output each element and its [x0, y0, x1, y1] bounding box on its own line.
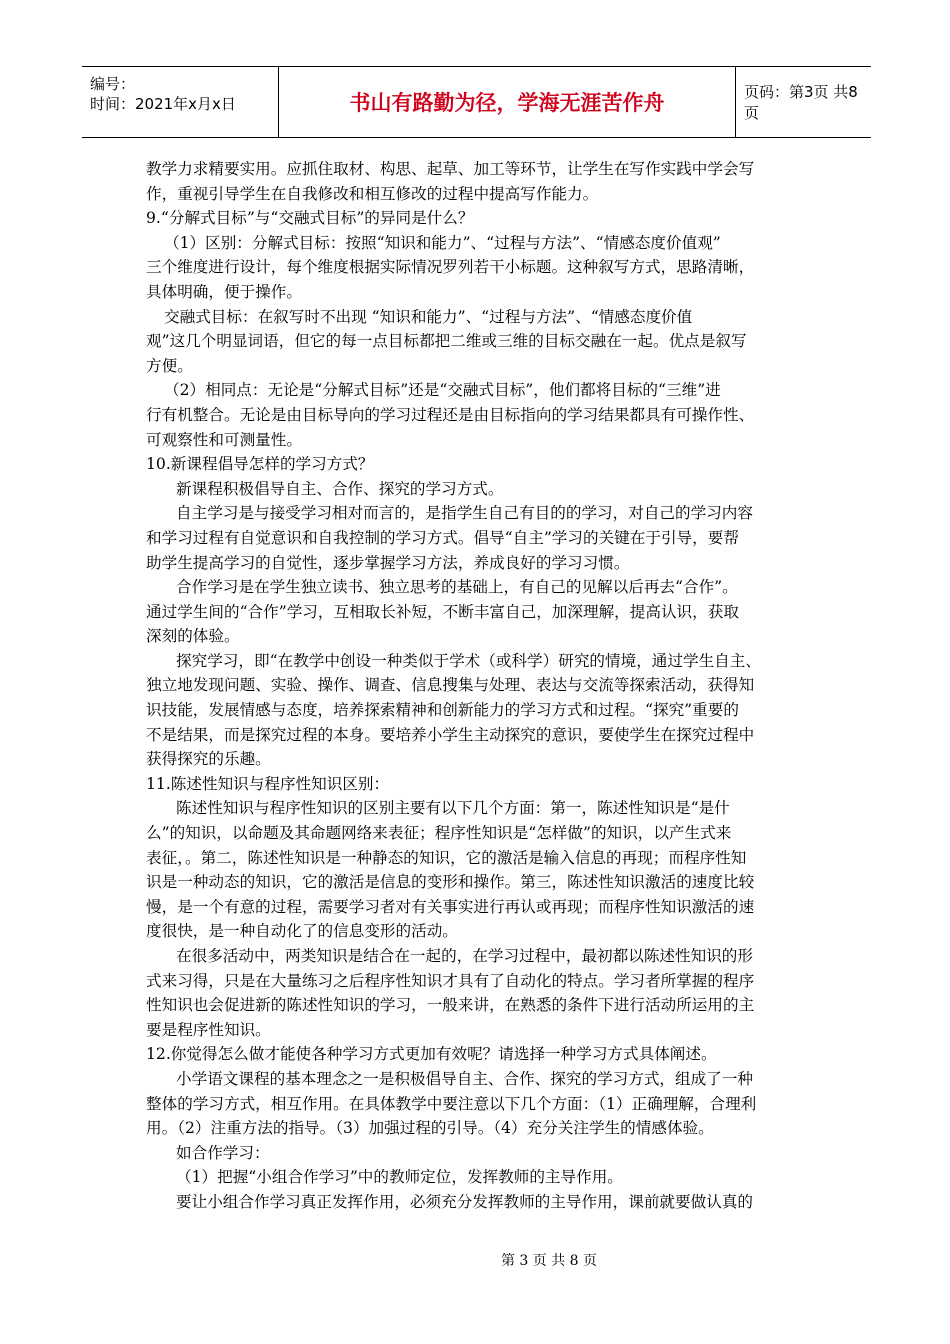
text-line: 识是一种动态的知识，它的激活是信息的变形和操作。第三，陈述性知识激活的速度比较: [146, 873, 755, 892]
text-line: 要让小组合作学习真正发挥作用，必须充分发挥教师的主导作用，课前就要做认真的: [176, 1192, 753, 1211]
document-body: [146, 157, 812, 1215]
text-line: 通过学生间的“合作”学习，互相取长补短，不断丰富自己，加深理解，提高认识，获取: [146, 602, 739, 621]
text-line: 深刻的体验。: [146, 627, 240, 646]
header-info-cell: [82, 67, 278, 137]
text-line: 方便。: [146, 356, 193, 375]
text-line: 识技能，发展情感与态度，培养探索精神和创新能力的学习方式和过程。“探究”重要的: [146, 701, 739, 720]
text-line: 合作学习是在学生独立读书、独立思考的基础上，有自己的见解以后再去“合作”。: [176, 578, 738, 597]
text-line: 么”的知识，以命题及其命题网络来表征；程序性知识是“怎样做”的知识，以产生式来: [146, 824, 732, 843]
text-line: 表征，。第二，陈述性知识是一种静态的知识，它的激活是输入信息的再现；而程序性知: [146, 848, 747, 867]
question-heading: 12.你觉得怎么做才能使各种学习方式更加有效呢？请选择一种学习方式具体阐述。: [146, 1045, 717, 1064]
text-line: 行有机整合。无论是由目标导向的学习过程还是由目标指向的学习结果都具有可操作性、: [146, 405, 755, 424]
number-label: 编号：: [90, 75, 136, 93]
text-line: 如合作学习：: [176, 1143, 270, 1162]
page-footer: 第 3 页 共 8 页: [500, 1253, 598, 1269]
text-line: 在很多活动中，两类知识是结合在一起的，在学习过程中，最初都以陈述性知识的形: [176, 947, 753, 965]
text-line: 具体明确，便于操作。: [146, 282, 302, 301]
text-line: 助学生提高学习的自觉性，逐步掌握学习方法，养成良好的学习习惯。: [146, 553, 630, 572]
text-line: 和学习过程有自觉意识和自我控制的学习方式。倡导“自主”学习的关键在于引导，要帮: [146, 528, 739, 547]
header-motto: 书山有路勤为径，学海无涯苦作舟: [278, 67, 736, 137]
header-page-label: 页码：第3页 共8页: [744, 83, 858, 122]
question-heading: 9.“分解式目标”与“交融式目标”的异同是什么？: [146, 209, 474, 228]
text-line: 作，重视引导学生在自我修改和相互修改的过程中提高写作能力。: [146, 184, 599, 203]
text-line: 性知识也会促进新的陈述性知识的学习，一般来讲，在熟悉的条件下进行活动所运用的主: [146, 996, 755, 1015]
text-line: 度很快，是一种自动化了的信息变形的活动。: [146, 922, 458, 941]
text-line: 探究学习，即“在教学中创设一种类似于学术（或科学）研究的情境，通过学生自主、: [176, 651, 761, 670]
header-table: [82, 66, 871, 138]
text-line: 三个维度进行设计，每个维度根据实际情况罗列若干小标题。这种叙写方式，思路清晰，: [146, 258, 755, 277]
text-line: 观”这几个明显词语，但它的每一点目标都把二维或三维的目标交融在一起。优点是叙写: [146, 332, 747, 351]
text-line: 独立地发现问题、实验、操作、调查、信息搜集与处理、表达与交流等探索活动，获得知: [146, 676, 755, 695]
text-line: 要是程序性知识。: [146, 1020, 271, 1039]
text-line: 教学力求精要实用。应抓住取材、构思、起草、加工等环节，让学生在写作实践中学会写: [146, 160, 755, 178]
text-line: 交融式目标：在叙写时不出现 “知识和能力”、“过程与方法”、“情感态度价值: [164, 307, 693, 326]
text-line: 式来习得，只是在大量练习之后程序性知识才具有了自动化的特点。学习者所掌握的程序: [146, 971, 755, 990]
text-line: 小学语文课程的基本理念之一是积极倡导自主、合作、探究的学习方式，组成了一种: [176, 1069, 753, 1088]
text-line: （1）把握“小组合作学习”中的教师定位，发挥教师的主导作用。: [176, 1168, 623, 1187]
text-line: 自主学习是与接受学习相对而言的，是指学生自己有目的的学习，对自己的学习内容: [176, 504, 753, 523]
text-line: （1）区别：分解式目标：按照“知识和能力”、“过程与方法”、“情感态度价值观”: [164, 233, 721, 252]
time-label: 时间：2021年x月x日: [90, 95, 236, 113]
text-line: 慢，是一个有意的过程，需要学习者对有关事实进行再认或再现；而程序性知识激活的速: [146, 897, 755, 916]
text-line: 新课程积极倡导自主、合作、探究的学习方式。: [176, 479, 504, 498]
text-line: （2）相同点：无论是“分解式目标”还是“交融式目标”，他们都将目标的“三维”进: [164, 381, 721, 400]
text-line: 获得探究的乐趣。: [146, 750, 271, 769]
text-line: 陈述性知识与程序性知识的区别主要有以下几个方面：第一，陈述性知识是“是什: [176, 799, 730, 818]
text-line: 整体的学习方式，相互作用。在具体教学中要注意以下几个方面：（1）正确理解，合理利: [146, 1094, 757, 1113]
question-heading: 10.新课程倡导怎样的学习方式？: [146, 455, 374, 474]
text-line: 可观察性和可测量性。: [146, 430, 302, 449]
question-heading: 11.陈述性知识与程序性知识区别：: [146, 774, 390, 793]
text-line: 用。（2）注重方法的指导。（3）加强过程的引导。（4）充分关注学生的情感体验。: [146, 1119, 714, 1138]
text-line: 不是结果，而是探究过程的本身。要培养小学生主动探究的意识，要使学生在探究过程中: [146, 725, 755, 744]
